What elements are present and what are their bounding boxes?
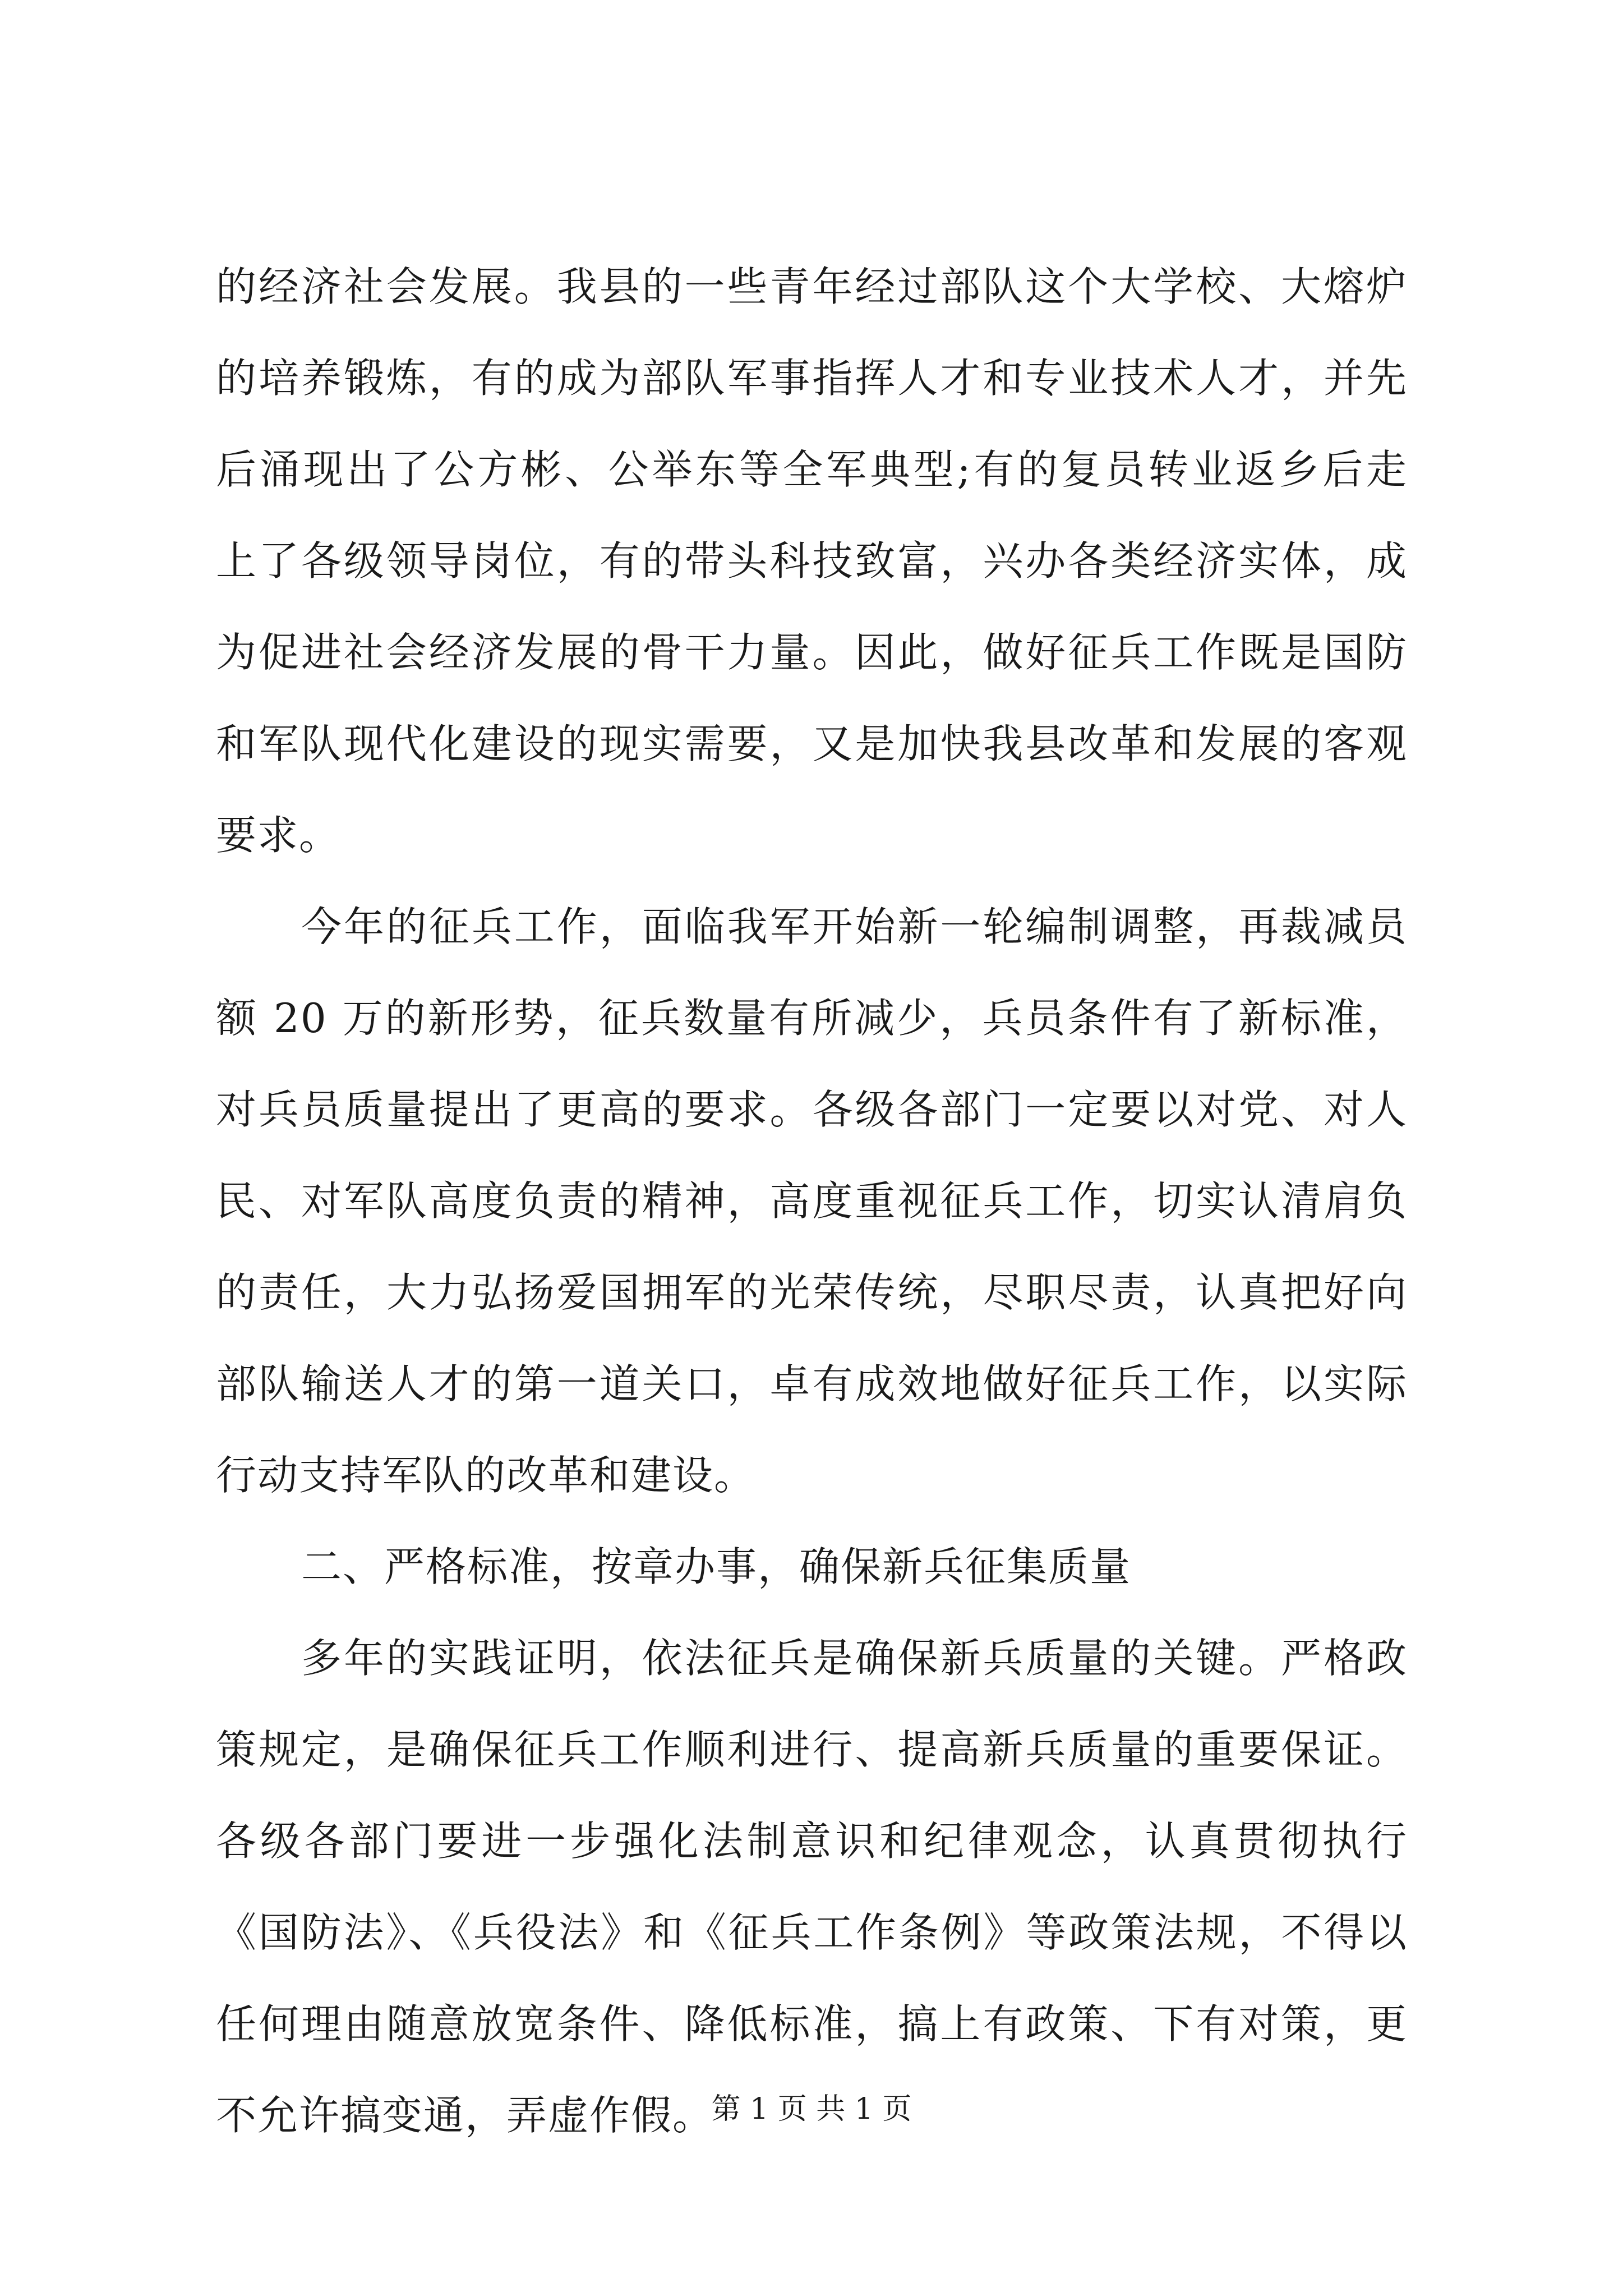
text-line: 的经济社会发展。我县的一些青年经过部队这个大学校、大熔炉 — [216, 263, 1408, 310]
text-line: 为促进社会经济发展的骨干力量。因此，做好征兵工作既是国防 — [216, 629, 1408, 676]
paragraph — [216, 881, 1408, 1521]
section-heading — [216, 1521, 1408, 1613]
text-line: 和军队现代化建设的现实需要，又是加快我县改革和发展的客观 — [216, 720, 1408, 767]
text-line: 民、对军队高度负责的精神，高度重视征兵工作，切实认清肩负 — [216, 1177, 1408, 1225]
text-line: 今年的征兵工作，面临我军开始新一轮编制调整，再裁减员 — [301, 903, 1408, 950]
text-line: 行动支持军队的改革和建设。 — [216, 1452, 756, 1499]
text-line: 各级各部门要进一步强化法制意识和纪律观念，认真贯彻执行 — [216, 1818, 1408, 1865]
paragraph-continuation — [216, 241, 1408, 881]
footer-current-page: 1 — [750, 2092, 769, 2126]
text-line: 多年的实践证明，依法征兵是确保新兵质量的关键。严格政 — [301, 1635, 1408, 1682]
heading-line: 二、严格标准，按章办事，确保新兵征集质量 — [301, 1543, 1132, 1590]
text-line: 部队输送人才的第一道关口，卓有成效地做好征兵工作，以实际 — [216, 1360, 1408, 1407]
text-line: 的责任，大力弘扬爱国拥军的光荣传统，尽职尽责，认真把好向 — [216, 1269, 1408, 1316]
text-line: 上了各级领导岗位，有的带头科技致富，兴办各类经济实体，成 — [216, 537, 1408, 585]
page-footer — [0, 2091, 1623, 2127]
footer-total-prefix: 共 — [816, 2092, 846, 2126]
paragraph — [216, 1613, 1408, 2161]
text-line: 要求。 — [216, 812, 341, 859]
text-line: 任何理由随意放宽条件、降低标准，搞上有政策、下有对策，更 — [216, 2000, 1408, 2047]
footer-page-word: 页 — [777, 2092, 807, 2126]
text-line: 对兵员质量提出了更高的要求。各级各部门一定要以对党、对人 — [216, 1086, 1408, 1133]
text-line: 额 20 万的新形势，征兵数量有所减少，兵员条件有了新标准， — [216, 995, 1408, 1042]
footer-total-pages: 1 — [854, 2092, 873, 2126]
footer-prefix: 第 — [711, 2092, 741, 2126]
text-line: 策规定，是确保征兵工作顺利进行、提高新兵质量的重要保证。 — [216, 1726, 1408, 1773]
text-line: 后涌现出了公方彬、公举东等全军典型;有的复员转业返乡后走 — [216, 446, 1408, 493]
footer-total-suffix: 页 — [882, 2092, 912, 2126]
text-line: 不允许搞变通，弄虚作假。 — [216, 2092, 714, 2139]
text-line: 的培养锻炼，有的成为部队军事指挥人才和专业技术人才，并先 — [216, 355, 1408, 402]
text-line: 《国防法》、《兵役法》和《征兵工作条例》等政策法规，不得以 — [216, 1909, 1408, 1956]
document-body — [216, 241, 1408, 2161]
